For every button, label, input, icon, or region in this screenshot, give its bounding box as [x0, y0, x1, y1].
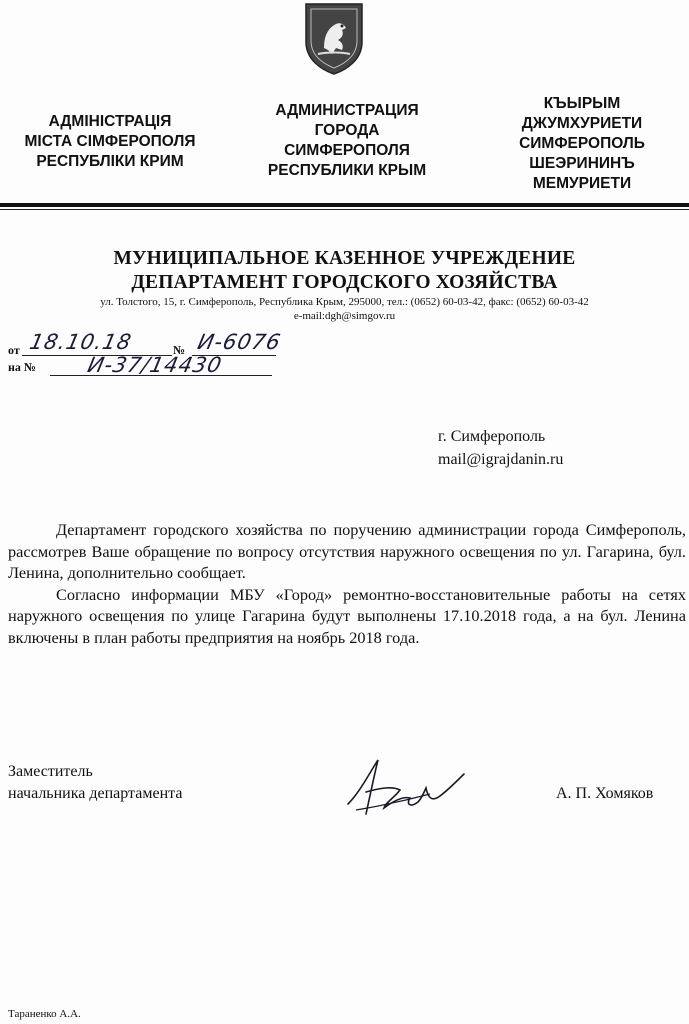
executor-name: Тараненко А.А.	[8, 1008, 81, 1020]
recipient-city: г. Симферополь	[438, 428, 546, 445]
letterhead-ua-line: РЕСПУБЛІКИ КРИМ	[36, 153, 184, 170]
letterhead-cr-line: МЕМУРИЕТИ	[532, 175, 632, 192]
recipient-email: mail@igrajdanin.ru	[438, 451, 564, 468]
letterhead-ua-line: МІСТА СІМФЕРОПОЛЯ	[24, 133, 196, 150]
letterhead-cr-line: КЪЫРЫМ	[543, 95, 621, 112]
letterhead-ukrainian	[10, 112, 210, 172]
letterhead-ru-line: РЕСПУБЛИКИ КРЫМ	[267, 162, 427, 179]
letterhead-russian	[247, 101, 447, 181]
org-address: ул. Толстого, 15, г. Симферополь, Республика Крым, 295000, тел.: (0652) 60-03-42, факс: (0652) 60-03-42	[100, 296, 589, 308]
signatory-title-line2: начальника департамента	[8, 785, 183, 802]
handwritten-signature	[340, 752, 470, 822]
org-name-line1: МУНИЦИПАЛЬНОЕ КАЗЕННОЕ УЧРЕЖДЕНИЕ	[113, 248, 576, 269]
letterhead-ru-line: ГОРОДА	[314, 122, 380, 139]
letterhead-cr-line: ДЖУМХУРИЕТИ	[521, 115, 643, 132]
org-email: e-mail:dgh@simgov.ru	[293, 310, 396, 322]
letterhead-divider-thin	[0, 209, 689, 210]
letterhead-cr-line: ШЕЭРИНИНЪ	[529, 155, 635, 172]
coat-of-arms-icon	[302, 2, 366, 76]
from-label: от	[8, 343, 20, 357]
letterhead-cr-line: СИМФЕРОПОЛЬ	[519, 135, 645, 152]
letterhead-ru-line: СИМФЕРОПОЛЯ	[284, 142, 410, 159]
number-sign: №	[173, 343, 186, 357]
org-name-line2: ДЕПАРТАМЕНТ ГОРОДСКОГО ХОЗЯЙСТВА	[131, 272, 558, 293]
body-paragraph: Департамент городского хозяйства по поручению администрации города Симферополь, рассмотрев Ваше обращение по вопросу отсутствия наружного освещения по ул. Гагарина, бул. Ленина, дополнительно сообщает.	[8, 520, 686, 582]
signatory-title: Заместитель	[8, 763, 93, 780]
body-paragraph: Согласно информации МБУ «Город» ремонтно-восстановительные работы на сетях наружного освещения по улице Гагарина будут выполнены 17.10.2018 года, а на бул. Ленина включены в план работы предприятия на ноябрь 2018 года.	[8, 584, 686, 647]
letterhead-crimean-tatar	[482, 94, 682, 194]
handwritten-incoming-number: И-37/14430	[85, 353, 225, 377]
letter-body	[8, 519, 686, 648]
letterhead-ua-line: АДМІНІСТРАЦІЯ	[48, 113, 172, 130]
handwritten-outgoing-number: И-6076	[195, 330, 284, 354]
reply-to-label: на №	[8, 360, 36, 374]
letterhead-ru-line: АДМИНИСТРАЦИЯ	[275, 102, 419, 119]
letterhead-divider	[0, 203, 689, 207]
handwritten-date: 18.10.18	[27, 330, 135, 354]
signatory-name: А. П. Хомяков	[556, 785, 654, 802]
